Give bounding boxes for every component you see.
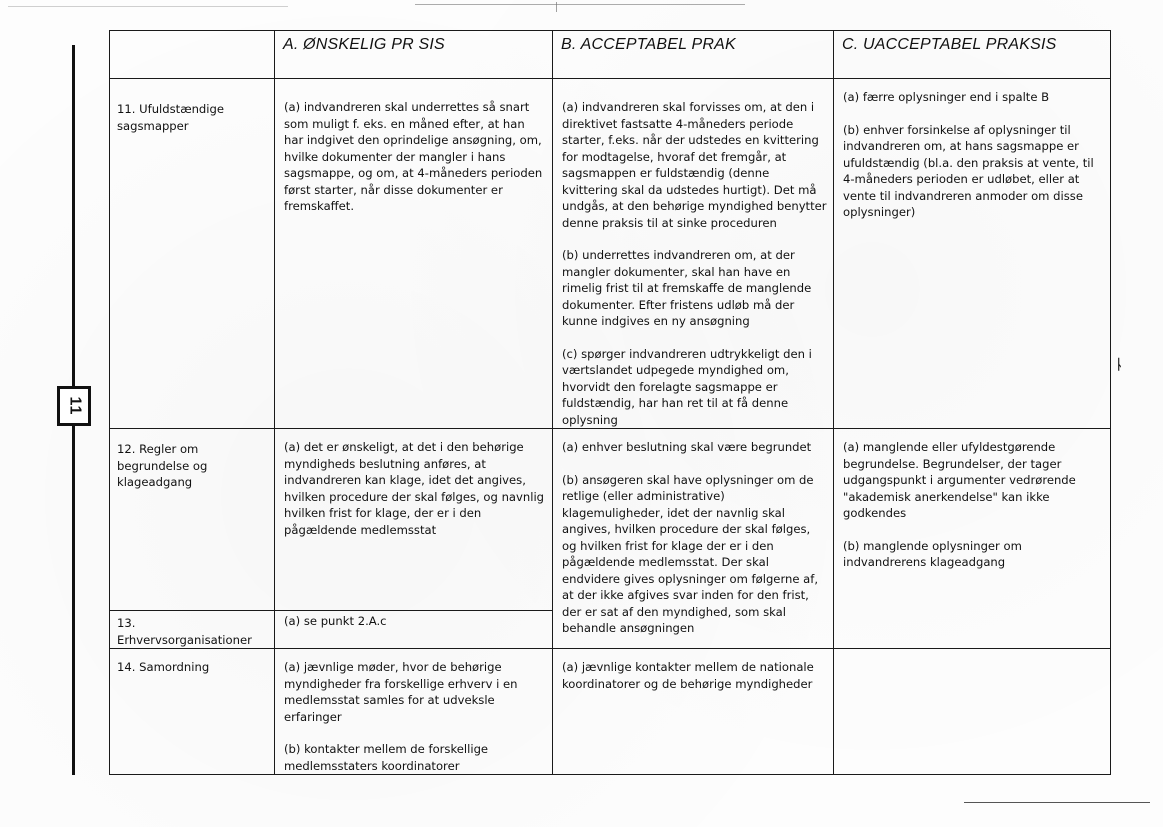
unacceptable-cell — [834, 649, 1111, 775]
acceptable-cell — [553, 429, 834, 649]
list-item: (b) kontakter mellem de forskellige medlemsstaters koordinatorer — [284, 742, 489, 773]
list-item: (b) underrettes indvandreren om, at der mangler dokumenter, skal han have en rimelig frist til at fremskaffe de manglende dokumenter. Efter fristens udløb må der kunne indgives en ny ansøgning — [562, 248, 812, 328]
topic-label: 12. Regler om begrundelse og klageadgang — [117, 442, 208, 489]
list-item: (a) jævnlige kontakter mellem de nationale koordinatorer og de behørige myndigheder — [562, 660, 814, 691]
topic-cell — [110, 649, 275, 775]
page-number: 11 — [65, 396, 83, 416]
acceptable-cell — [553, 79, 834, 429]
list-item: (a) enhver beslutning skal være begrundet — [562, 440, 812, 454]
header-empty — [110, 31, 275, 79]
header-row — [110, 31, 1111, 79]
table-row-14 — [110, 649, 1111, 775]
list-item: (b) enhver forsinkelse af oplysninger til indvandreren om, at hans sagsmappe er ufuldstændig (bl.a. den praksis at vente, til 4-måneders perioden er udløbet, eller at vente til indvandreren anmoder om disse oplysninger) — [843, 122, 1094, 219]
table-row-11 — [110, 79, 1111, 429]
acceptable-cell — [553, 649, 834, 775]
header-acceptable-practice: B. ACCEPTABEL PRAK — [553, 31, 834, 79]
practice-table — [109, 30, 1111, 775]
list-item: (a) se punkt 2.A.c — [284, 614, 387, 628]
page-number-tab — [57, 386, 91, 426]
topic-cell — [110, 611, 275, 649]
list-item: (a) jævnlige møder, hvor de behørige myndigheder fra forskellige erhverv i en medlemsstat samles for at udveksle erfaringer — [284, 660, 518, 724]
scan-artifact-top-left — [8, 6, 288, 7]
header-desirable-practice: A. ØNSKELIG PR SIS — [275, 31, 553, 79]
list-item: (a) færre oplysninger end i spalte B — [843, 90, 1050, 104]
footer-rule — [964, 802, 1150, 803]
topic-label: 11. Ufuldstændige sagsmapper — [117, 102, 225, 133]
scan-mark: ᚿ — [1115, 356, 1124, 372]
desirable-cell — [275, 429, 553, 611]
list-item: (b) manglende oplysninger om indvandrerens klageadgang — [843, 538, 1022, 569]
list-item: (a) indvandreren skal underrettes så snart som muligt f. eks. en måned efter, at han har indgivet den oprindelige ansøgning, om, hvilke dokumenter der mangler i hans sagsmappe, og om, at 4-måneders perioden først starter, når disse dokumenter er fremskaffet. — [284, 100, 543, 213]
desirable-cell — [275, 79, 553, 429]
unacceptable-cell — [834, 79, 1111, 429]
table-row-12 — [110, 429, 1111, 611]
list-item: (a) manglende eller ufyldestgørende begrundelse. Begrundelser, der tager udgangspunkt i argumenter vedrørende "akademisk anerkendelse" kan ikke godkendes — [843, 440, 1076, 520]
header-unacceptable-practice: C. UACCEPTABEL PRAKSIS — [834, 31, 1111, 79]
topic-cell — [110, 429, 275, 611]
list-item: (a) det er ønskeligt, at det i den behørige myndigheds beslutning anføres, at indvandreren kan klage, idet det angives, hvilken procedure der skal følges, og navnlig hvilken frist for klage, der er i den pågældende medlemsstat — [284, 440, 545, 537]
list-item: (c) spørger indvandreren udtrykkeligt den i værtslandet udpegede myndighed om, hvorvidt den forelagte sagsmappe er fuldstændig, har han ret til at få denne oplysning — [562, 346, 812, 427]
list-item: (a) indvandreren skal forvisses om, at den i direktivet fastsatte 4-måneders periode starter, f.eks. når der udstedes en kvittering for modtagelse, hvoraf det fremgår, at sagsmappen er fuldstændig (denne kvittering skal da udstedes hurtigt). Det må undgås, at den behørige myndighed benytter denne praksis til at sinke proceduren — [562, 100, 827, 230]
topic-label: 14. Samordning — [117, 660, 210, 674]
desirable-cell — [275, 611, 553, 649]
list-item: (b) ansøgeren skal have oplysninger om de retlige (eller administrative) klagemuligheder, idet der navnlig skal angives, hvilken procedure der skal følges, og hvilken frist for klage der er i den pågældende medlemsstat. Der skal endvidere gives oplysninger om følgerne af, at der ikke afgives svar inden for den frist, der er sat af den myndighed, som skal behandle ansøgningen — [562, 472, 819, 635]
topic-cell — [110, 79, 275, 429]
desirable-cell — [275, 649, 553, 775]
scan-artifact-top-tick — [556, 2, 557, 12]
topic-label: 13. Erhvervsorganisationer — [117, 616, 252, 647]
unacceptable-cell — [834, 429, 1111, 649]
scan-artifact-top-center — [415, 4, 745, 5]
